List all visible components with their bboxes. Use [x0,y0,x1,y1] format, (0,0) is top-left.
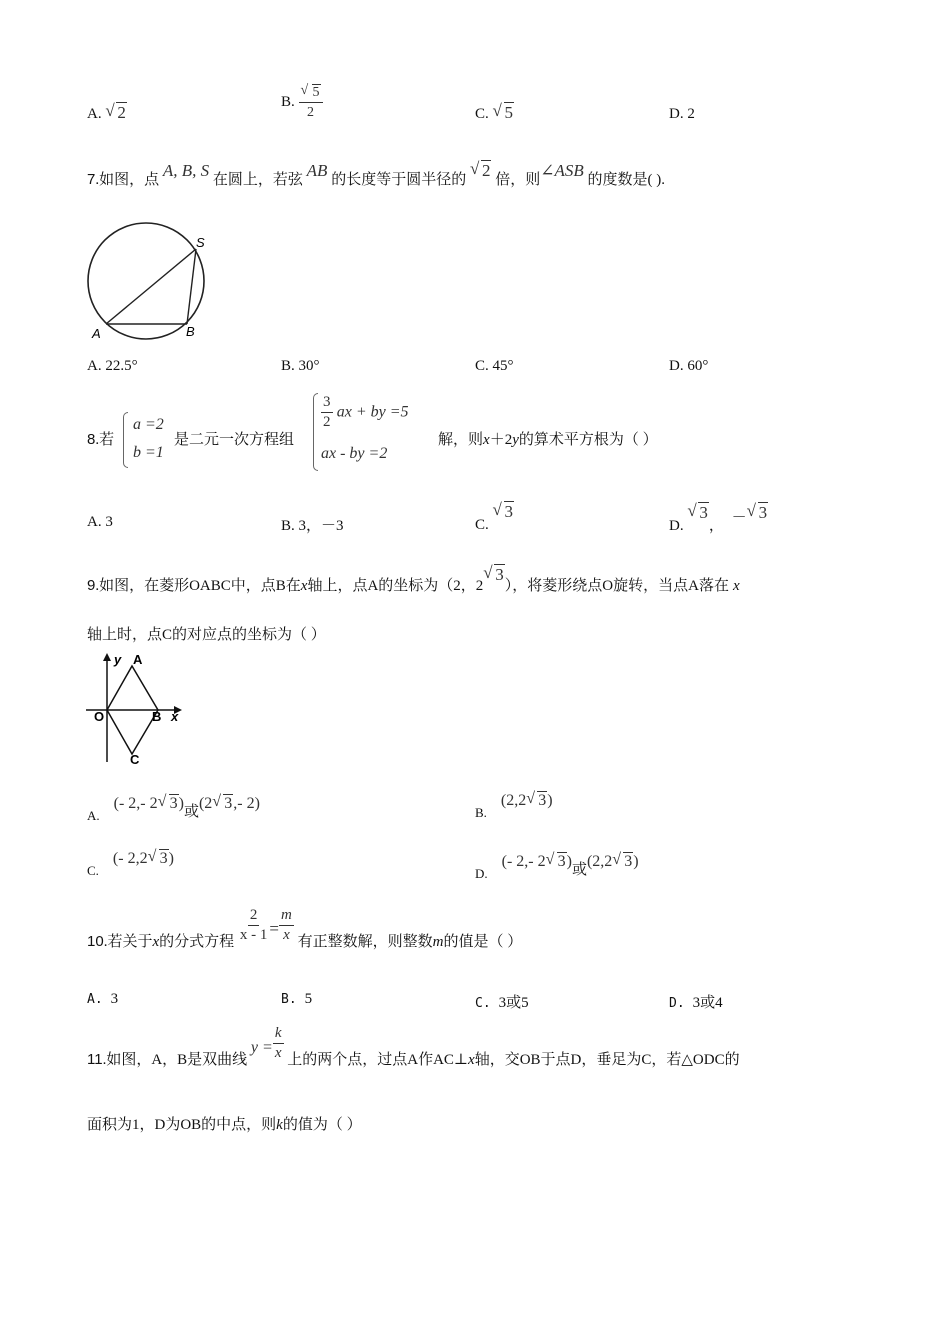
q11-stem-line2: 面积为1，D为OB的中点，则k的值为（ ） [87,1117,362,1133]
sqrt-expression: √ 3 [483,565,505,585]
q9-option-c: C.(- 2,2√ 3) [87,850,174,868]
question-number: 7 [87,171,96,188]
rhombus-figure [86,650,186,764]
q6-option-a [87,103,127,123]
sqrt-expression: √ 2 [470,161,492,181]
sqrt-expression: √ 5 [493,103,515,123]
sqrt-expression: √ 3 [747,503,769,523]
q10-option-c: C. 3或5 [475,995,529,1011]
y-axis-arrow [103,653,111,661]
option-letter: D. [669,106,684,122]
q8-option-c: C. √ 3 [475,502,514,522]
question-number: 8 [87,431,96,448]
lhs-fraction: $\frac{2}{x - 1}$ [239,907,268,943]
sqrt-expression: √ 3 [493,502,515,522]
label-a: A [92,326,101,341]
q8-option-d: D. √ 3， －√ 3 [669,502,768,523]
q8-stem: 8.若 [87,431,115,448]
q6-option-b [281,83,323,122]
q6-option-d [669,106,695,123]
circle-figure [82,220,212,344]
rhs-fraction: $\frac{m}{x}$ [280,907,292,943]
hyperbola-fraction: $\frac{k}{x}$ [274,1025,282,1061]
q10-option-a: A. 3 [87,991,119,1007]
label-o: O [94,709,105,724]
solution-b: b =1 [133,444,164,461]
q9-stem-line1: 9.如图，在菱形OABC中，点B在x轴上，点A的坐标为（2，2√ 3），将菱形绕点O旋转，当点A落在 x [87,574,740,595]
q9-option-b: B.(2,2√ 3) [475,792,553,810]
solution-a: a =2 [133,416,164,433]
option-letter: C. [475,106,489,122]
question-number: 9 [87,577,96,594]
points-label: A, B, S [162,161,210,180]
equation-2: ax - by =2 [321,445,388,462]
q8-stem-end: 解，则x＋2y的算术平方根为（ ） [438,432,658,448]
option-text: 2 [687,106,695,122]
q10-option-b: B. 5 [281,991,313,1007]
q7-option-c: C. 45° [475,358,514,374]
q6-option-c [475,103,514,123]
q7-option-b: B. 30° [281,358,320,374]
q8-stem-mid: 是二元一次方程组 [174,432,295,448]
label-y: y [114,652,122,667]
q8-option-b: B. 3，－3 [281,518,344,534]
q7-option-d: D. 60° [669,358,709,374]
q8-option-a: A. 3 [87,514,113,530]
label-a: A [133,652,143,667]
sqrt-expression: √ 2 [105,103,127,123]
q11-stem-line1: 11.如图，A，B是双曲线 y = $\frac{k}{x}$ 上的两个点，过点A作AC⊥x轴，交OB于点D，垂足为C，若△ODC的 [87,1025,740,1068]
q9-stem-line2: 轴上时，点C的对应点的坐标为（ ） [87,627,326,643]
option-letter: B. [281,94,295,110]
label-s: S [196,235,205,250]
question-number: 10 [87,933,104,950]
q9-option-a: A.(- 2,- 2√ 3)或(2√ 3,- 2) [87,792,260,813]
equation-1: $\frac{3}{2}$ ax + by =5 [323,394,409,430]
q7-option-a: A. 22.5° [87,358,138,374]
label-c: C [130,752,140,764]
angle-label: ∠ASB [540,161,584,180]
q9-option-d: D.(- 2,- 2√ 3)或(2,2√ 3) [475,850,639,871]
q7-stem: 7.如图，点 A, B, S 在圆上，若弦 AB 的长度等于圆半径的 √ 2 倍，则∠ASB 的度数是( ). [87,168,665,189]
fraction: √ $\frac{5}{2}$ [299,83,323,122]
sqrt-expression: √ 3 [687,503,709,523]
option-letter: A. [87,106,102,122]
label-x: x [171,709,179,724]
q10-option-d: D. 3或4 [669,995,723,1011]
label-b: B [186,324,195,339]
label-b: B [152,709,162,724]
question-number: 11 [87,1051,103,1068]
chord-as [106,249,196,324]
q10-stem: 10.若关于x的分式方程 $\frac{2}{x - 1}$ = $\frac{m}{x}$ 有正整数解，则整数m的值是（ ） [87,907,523,950]
chord-label: AB [306,161,328,180]
